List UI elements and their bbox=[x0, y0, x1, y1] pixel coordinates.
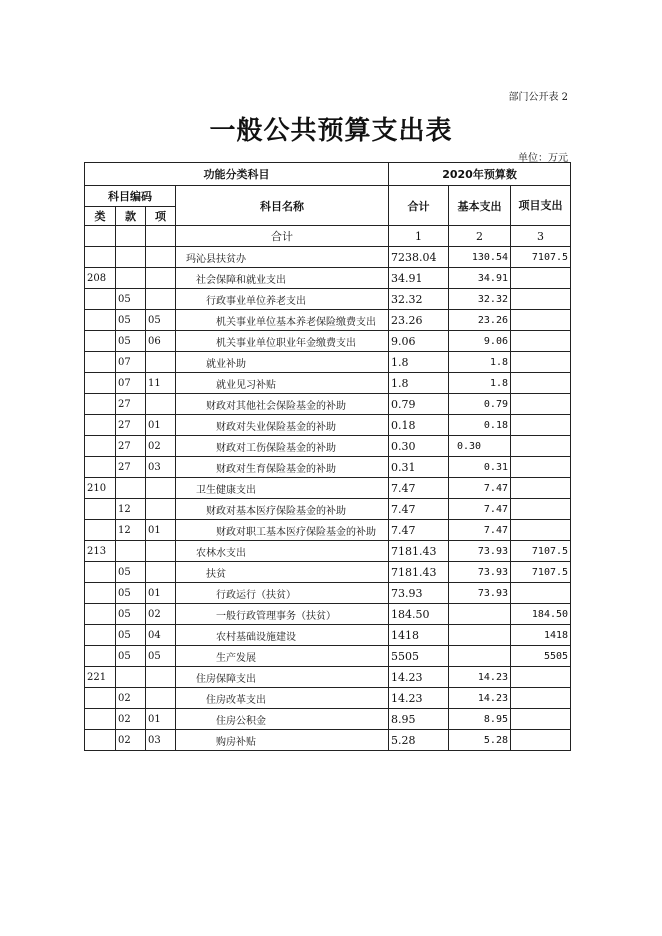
class-code-cell bbox=[85, 436, 116, 457]
item-code-cell: 05 bbox=[146, 310, 176, 331]
section-code-cell: 07 bbox=[116, 373, 146, 394]
basic-expense-cell: 1.8 bbox=[449, 373, 511, 394]
project-expense-cell bbox=[511, 394, 571, 415]
total-cell: 14.23 bbox=[389, 667, 449, 688]
total-cell: 0.79 bbox=[389, 394, 449, 415]
project-expense-cell bbox=[511, 310, 571, 331]
class-header: 类 bbox=[85, 207, 116, 226]
subject-name-cell: 机关事业单位职业年金缴费支出 bbox=[176, 331, 389, 352]
subject-name-cell: 农林水支出 bbox=[176, 541, 389, 562]
class-code-cell bbox=[85, 730, 116, 751]
functional-class-header: 功能分类科目 bbox=[85, 163, 389, 186]
project-expense-cell: 7107.5 bbox=[511, 562, 571, 583]
total-cell: 73.93 bbox=[389, 583, 449, 604]
table-row bbox=[85, 562, 571, 583]
form-number-label: 部门公开表 2 bbox=[508, 92, 568, 103]
basic-expense-cell: 7.47 bbox=[449, 499, 511, 520]
section-code-cell: 05 bbox=[116, 331, 146, 352]
basic-expense-cell: 14.23 bbox=[449, 688, 511, 709]
section-code-cell bbox=[116, 667, 146, 688]
project-expense-cell: 5505 bbox=[511, 646, 571, 667]
section-code-cell bbox=[116, 247, 146, 268]
budget-rows bbox=[85, 247, 571, 751]
subject-name-cell: 社会保障和就业支出 bbox=[176, 268, 389, 289]
class-code-cell bbox=[85, 583, 116, 604]
section-code-cell: 27 bbox=[116, 415, 146, 436]
item-code-cell bbox=[146, 562, 176, 583]
subject-name-cell: 农村基础设施建设 bbox=[176, 625, 389, 646]
table-row bbox=[85, 604, 571, 625]
subject-name-cell: 财政对工伤保险基金的补助 bbox=[176, 436, 389, 457]
total-cell: 0.31 bbox=[389, 457, 449, 478]
total-cell: 7238.04 bbox=[389, 247, 449, 268]
project-expense-cell bbox=[511, 415, 571, 436]
basic-expense-cell: 7.47 bbox=[449, 520, 511, 541]
class-code-cell bbox=[85, 415, 116, 436]
class-code-cell bbox=[85, 562, 116, 583]
section-code-cell: 05 bbox=[116, 604, 146, 625]
subject-name-cell: 财政对生育保险基金的补助 bbox=[176, 457, 389, 478]
total-cell: 7.47 bbox=[389, 478, 449, 499]
total-cell: 1.8 bbox=[389, 373, 449, 394]
item-code-cell: 01 bbox=[146, 415, 176, 436]
class-code-cell bbox=[85, 646, 116, 667]
project-expense-cell: 1418 bbox=[511, 625, 571, 646]
table-row bbox=[85, 394, 571, 415]
project-expense-cell: 7107.5 bbox=[511, 541, 571, 562]
total-cell: 7.47 bbox=[389, 520, 449, 541]
basic-expense-cell: 7.47 bbox=[449, 478, 511, 499]
table-row bbox=[85, 478, 571, 499]
item-code-cell: 01 bbox=[146, 583, 176, 604]
table-row bbox=[85, 457, 571, 478]
item-code-cell: 02 bbox=[146, 604, 176, 625]
class-code-cell: 213 bbox=[85, 541, 116, 562]
class-code-cell bbox=[85, 688, 116, 709]
project-expense-cell bbox=[511, 352, 571, 373]
table-row bbox=[85, 646, 571, 667]
project-expense-cell: 184.50 bbox=[511, 604, 571, 625]
project-expense-cell bbox=[511, 583, 571, 604]
class-code-cell bbox=[85, 310, 116, 331]
total-cell: 5.28 bbox=[389, 730, 449, 751]
project-expense-cell: 7107.5 bbox=[511, 247, 571, 268]
project-expense-cell bbox=[511, 688, 571, 709]
basic-expense-cell bbox=[449, 625, 511, 646]
table-row bbox=[85, 352, 571, 373]
page-title: 一般公共预算支出表 bbox=[209, 116, 453, 146]
table-row bbox=[85, 499, 571, 520]
basic-expense-cell: 1.8 bbox=[449, 352, 511, 373]
section-code-cell: 05 bbox=[116, 646, 146, 667]
table-row bbox=[85, 625, 571, 646]
total-cell: 5505 bbox=[389, 646, 449, 667]
table-row bbox=[85, 541, 571, 562]
item-code-cell: 03 bbox=[146, 457, 176, 478]
item-code-cell bbox=[146, 268, 176, 289]
item-code-cell bbox=[146, 289, 176, 310]
class-code-cell bbox=[85, 499, 116, 520]
col-index-3: 3 bbox=[511, 226, 571, 247]
subject-name-cell: 财政对其他社会保险基金的补助 bbox=[176, 394, 389, 415]
section-code-cell: 12 bbox=[116, 520, 146, 541]
section-code-cell: 27 bbox=[116, 457, 146, 478]
basic-expense-cell: 130.54 bbox=[449, 247, 511, 268]
total-cell: 34.91 bbox=[389, 268, 449, 289]
basic-expense-cell: 0.18 bbox=[449, 415, 511, 436]
project-expense-cell bbox=[511, 289, 571, 310]
project-expense-cell bbox=[511, 520, 571, 541]
section-code-cell: 27 bbox=[116, 394, 146, 415]
col-index-1: 1 bbox=[389, 226, 449, 247]
item-code-cell bbox=[146, 667, 176, 688]
total-cell: 7.47 bbox=[389, 499, 449, 520]
item-code-cell: 06 bbox=[146, 331, 176, 352]
section-code-cell: 12 bbox=[116, 499, 146, 520]
basic-expense-cell: 23.26 bbox=[449, 310, 511, 331]
sum-label: 合计 bbox=[176, 226, 389, 247]
project-expense-header: 项目支出 bbox=[511, 186, 571, 226]
total-cell: 1.8 bbox=[389, 352, 449, 373]
item-code-cell: 01 bbox=[146, 520, 176, 541]
subject-name-cell: 住房公积金 bbox=[176, 709, 389, 730]
subject-name-cell: 就业见习补贴 bbox=[176, 373, 389, 394]
class-code-cell bbox=[85, 625, 116, 646]
section-code-cell: 05 bbox=[116, 583, 146, 604]
class-code-cell bbox=[85, 331, 116, 352]
project-expense-cell bbox=[511, 436, 571, 457]
item-code-cell bbox=[146, 478, 176, 499]
section-code-cell: 05 bbox=[116, 310, 146, 331]
table-row bbox=[85, 667, 571, 688]
project-expense-cell bbox=[511, 478, 571, 499]
item-header: 项 bbox=[146, 207, 176, 226]
subject-name-cell: 生产发展 bbox=[176, 646, 389, 667]
subject-name-cell: 机关事业单位基本养老保险缴费支出 bbox=[176, 310, 389, 331]
project-expense-cell bbox=[511, 331, 571, 352]
total-cell: 0.18 bbox=[389, 415, 449, 436]
section-code-cell: 02 bbox=[116, 688, 146, 709]
table-row bbox=[85, 268, 571, 289]
basic-expense-cell: 73.93 bbox=[449, 562, 511, 583]
class-code-cell bbox=[85, 520, 116, 541]
item-code-cell bbox=[146, 499, 176, 520]
item-code-cell bbox=[146, 541, 176, 562]
subject-name-cell: 住房改革支出 bbox=[176, 688, 389, 709]
subject-name-cell: 住房保障支出 bbox=[176, 667, 389, 688]
basic-expense-cell: 32.32 bbox=[449, 289, 511, 310]
item-code-cell: 01 bbox=[146, 709, 176, 730]
section-code-cell: 07 bbox=[116, 352, 146, 373]
item-code-cell bbox=[146, 352, 176, 373]
table-row bbox=[85, 310, 571, 331]
basic-expense-cell bbox=[449, 604, 511, 625]
col-index-2: 2 bbox=[449, 226, 511, 247]
subject-name-cell: 财政对职工基本医疗保险基金的补助 bbox=[176, 520, 389, 541]
table-row bbox=[85, 289, 571, 310]
item-code-cell: 04 bbox=[146, 625, 176, 646]
total-cell: 0.30 bbox=[389, 436, 449, 457]
subject-name-cell: 购房补贴 bbox=[176, 730, 389, 751]
section-code-cell: 02 bbox=[116, 730, 146, 751]
subject-name-cell: 卫生健康支出 bbox=[176, 478, 389, 499]
section-code-cell bbox=[116, 541, 146, 562]
section-code-cell: 02 bbox=[116, 709, 146, 730]
item-code-cell: 11 bbox=[146, 373, 176, 394]
table-row bbox=[85, 373, 571, 394]
class-code-cell: 210 bbox=[85, 478, 116, 499]
total-cell: 8.95 bbox=[389, 709, 449, 730]
subject-name-cell: 扶贫 bbox=[176, 562, 389, 583]
table-row bbox=[85, 688, 571, 709]
subject-code-header: 科目编码 bbox=[85, 186, 176, 207]
table-row bbox=[85, 247, 571, 268]
subject-name-cell: 行政运行（扶贫） bbox=[176, 583, 389, 604]
subject-name-cell: 行政事业单位养老支出 bbox=[176, 289, 389, 310]
section-code-cell bbox=[116, 268, 146, 289]
total-cell: 14.23 bbox=[389, 688, 449, 709]
total-cell: 184.50 bbox=[389, 604, 449, 625]
section-code-cell: 05 bbox=[116, 289, 146, 310]
basic-expense-cell: 5.28 bbox=[449, 730, 511, 751]
project-expense-cell bbox=[511, 457, 571, 478]
budget-table bbox=[84, 162, 571, 751]
total-cell: 9.06 bbox=[389, 331, 449, 352]
table-row bbox=[85, 331, 571, 352]
item-code-cell bbox=[146, 688, 176, 709]
table-row bbox=[85, 520, 571, 541]
table-row bbox=[85, 436, 571, 457]
section-header: 款 bbox=[116, 207, 146, 226]
project-expense-cell bbox=[511, 268, 571, 289]
total-header: 合计 bbox=[389, 186, 449, 226]
basic-expense-cell: 14.23 bbox=[449, 667, 511, 688]
subject-name-cell: 玛沁县扶贫办 bbox=[176, 247, 389, 268]
total-cell: 32.32 bbox=[389, 289, 449, 310]
subject-name-cell: 财政对基本医疗保险基金的补助 bbox=[176, 499, 389, 520]
project-expense-cell bbox=[511, 667, 571, 688]
basic-expense-cell: 0.31 bbox=[449, 457, 511, 478]
basic-expense-header: 基本支出 bbox=[449, 186, 511, 226]
basic-expense-cell: 73.93 bbox=[449, 541, 511, 562]
section-code-cell: 05 bbox=[116, 625, 146, 646]
table-row bbox=[85, 730, 571, 751]
basic-expense-cell: 73.93 bbox=[449, 583, 511, 604]
subject-name-cell: 就业补助 bbox=[176, 352, 389, 373]
basic-expense-cell: 34.91 bbox=[449, 268, 511, 289]
item-code-cell: 02 bbox=[146, 436, 176, 457]
item-code-cell bbox=[146, 394, 176, 415]
total-cell: 7181.43 bbox=[389, 562, 449, 583]
class-code-cell bbox=[85, 394, 116, 415]
unit-label: 单位：万元 bbox=[518, 153, 568, 164]
basic-expense-cell: 9.06 bbox=[449, 331, 511, 352]
subject-name-cell: 一般行政管理事务（扶贫） bbox=[176, 604, 389, 625]
class-code-cell: 221 bbox=[85, 667, 116, 688]
table-row bbox=[85, 583, 571, 604]
total-cell: 7181.43 bbox=[389, 541, 449, 562]
basic-expense-cell bbox=[449, 646, 511, 667]
basic-expense-cell: 0.30 bbox=[449, 436, 511, 457]
class-code-cell bbox=[85, 247, 116, 268]
class-code-cell bbox=[85, 373, 116, 394]
table-row bbox=[85, 709, 571, 730]
class-code-cell bbox=[85, 352, 116, 373]
total-cell: 1418 bbox=[389, 625, 449, 646]
class-code-cell bbox=[85, 289, 116, 310]
class-code-cell bbox=[85, 457, 116, 478]
project-expense-cell bbox=[511, 373, 571, 394]
project-expense-cell bbox=[511, 499, 571, 520]
basic-expense-cell: 0.79 bbox=[449, 394, 511, 415]
item-code-cell: 03 bbox=[146, 730, 176, 751]
item-code-cell: 05 bbox=[146, 646, 176, 667]
basic-expense-cell: 8.95 bbox=[449, 709, 511, 730]
project-expense-cell bbox=[511, 730, 571, 751]
subject-name-cell: 财政对失业保险基金的补助 bbox=[176, 415, 389, 436]
class-code-cell bbox=[85, 604, 116, 625]
section-code-cell: 05 bbox=[116, 562, 146, 583]
item-code-cell bbox=[146, 247, 176, 268]
section-code-cell: 27 bbox=[116, 436, 146, 457]
class-code-cell bbox=[85, 709, 116, 730]
total-cell: 23.26 bbox=[389, 310, 449, 331]
section-code-cell bbox=[116, 478, 146, 499]
subject-name-header: 科目名称 bbox=[176, 186, 389, 226]
project-expense-cell bbox=[511, 709, 571, 730]
table-row bbox=[85, 415, 571, 436]
budget-year-header: 2020年预算数 bbox=[389, 163, 571, 186]
class-code-cell: 208 bbox=[85, 268, 116, 289]
